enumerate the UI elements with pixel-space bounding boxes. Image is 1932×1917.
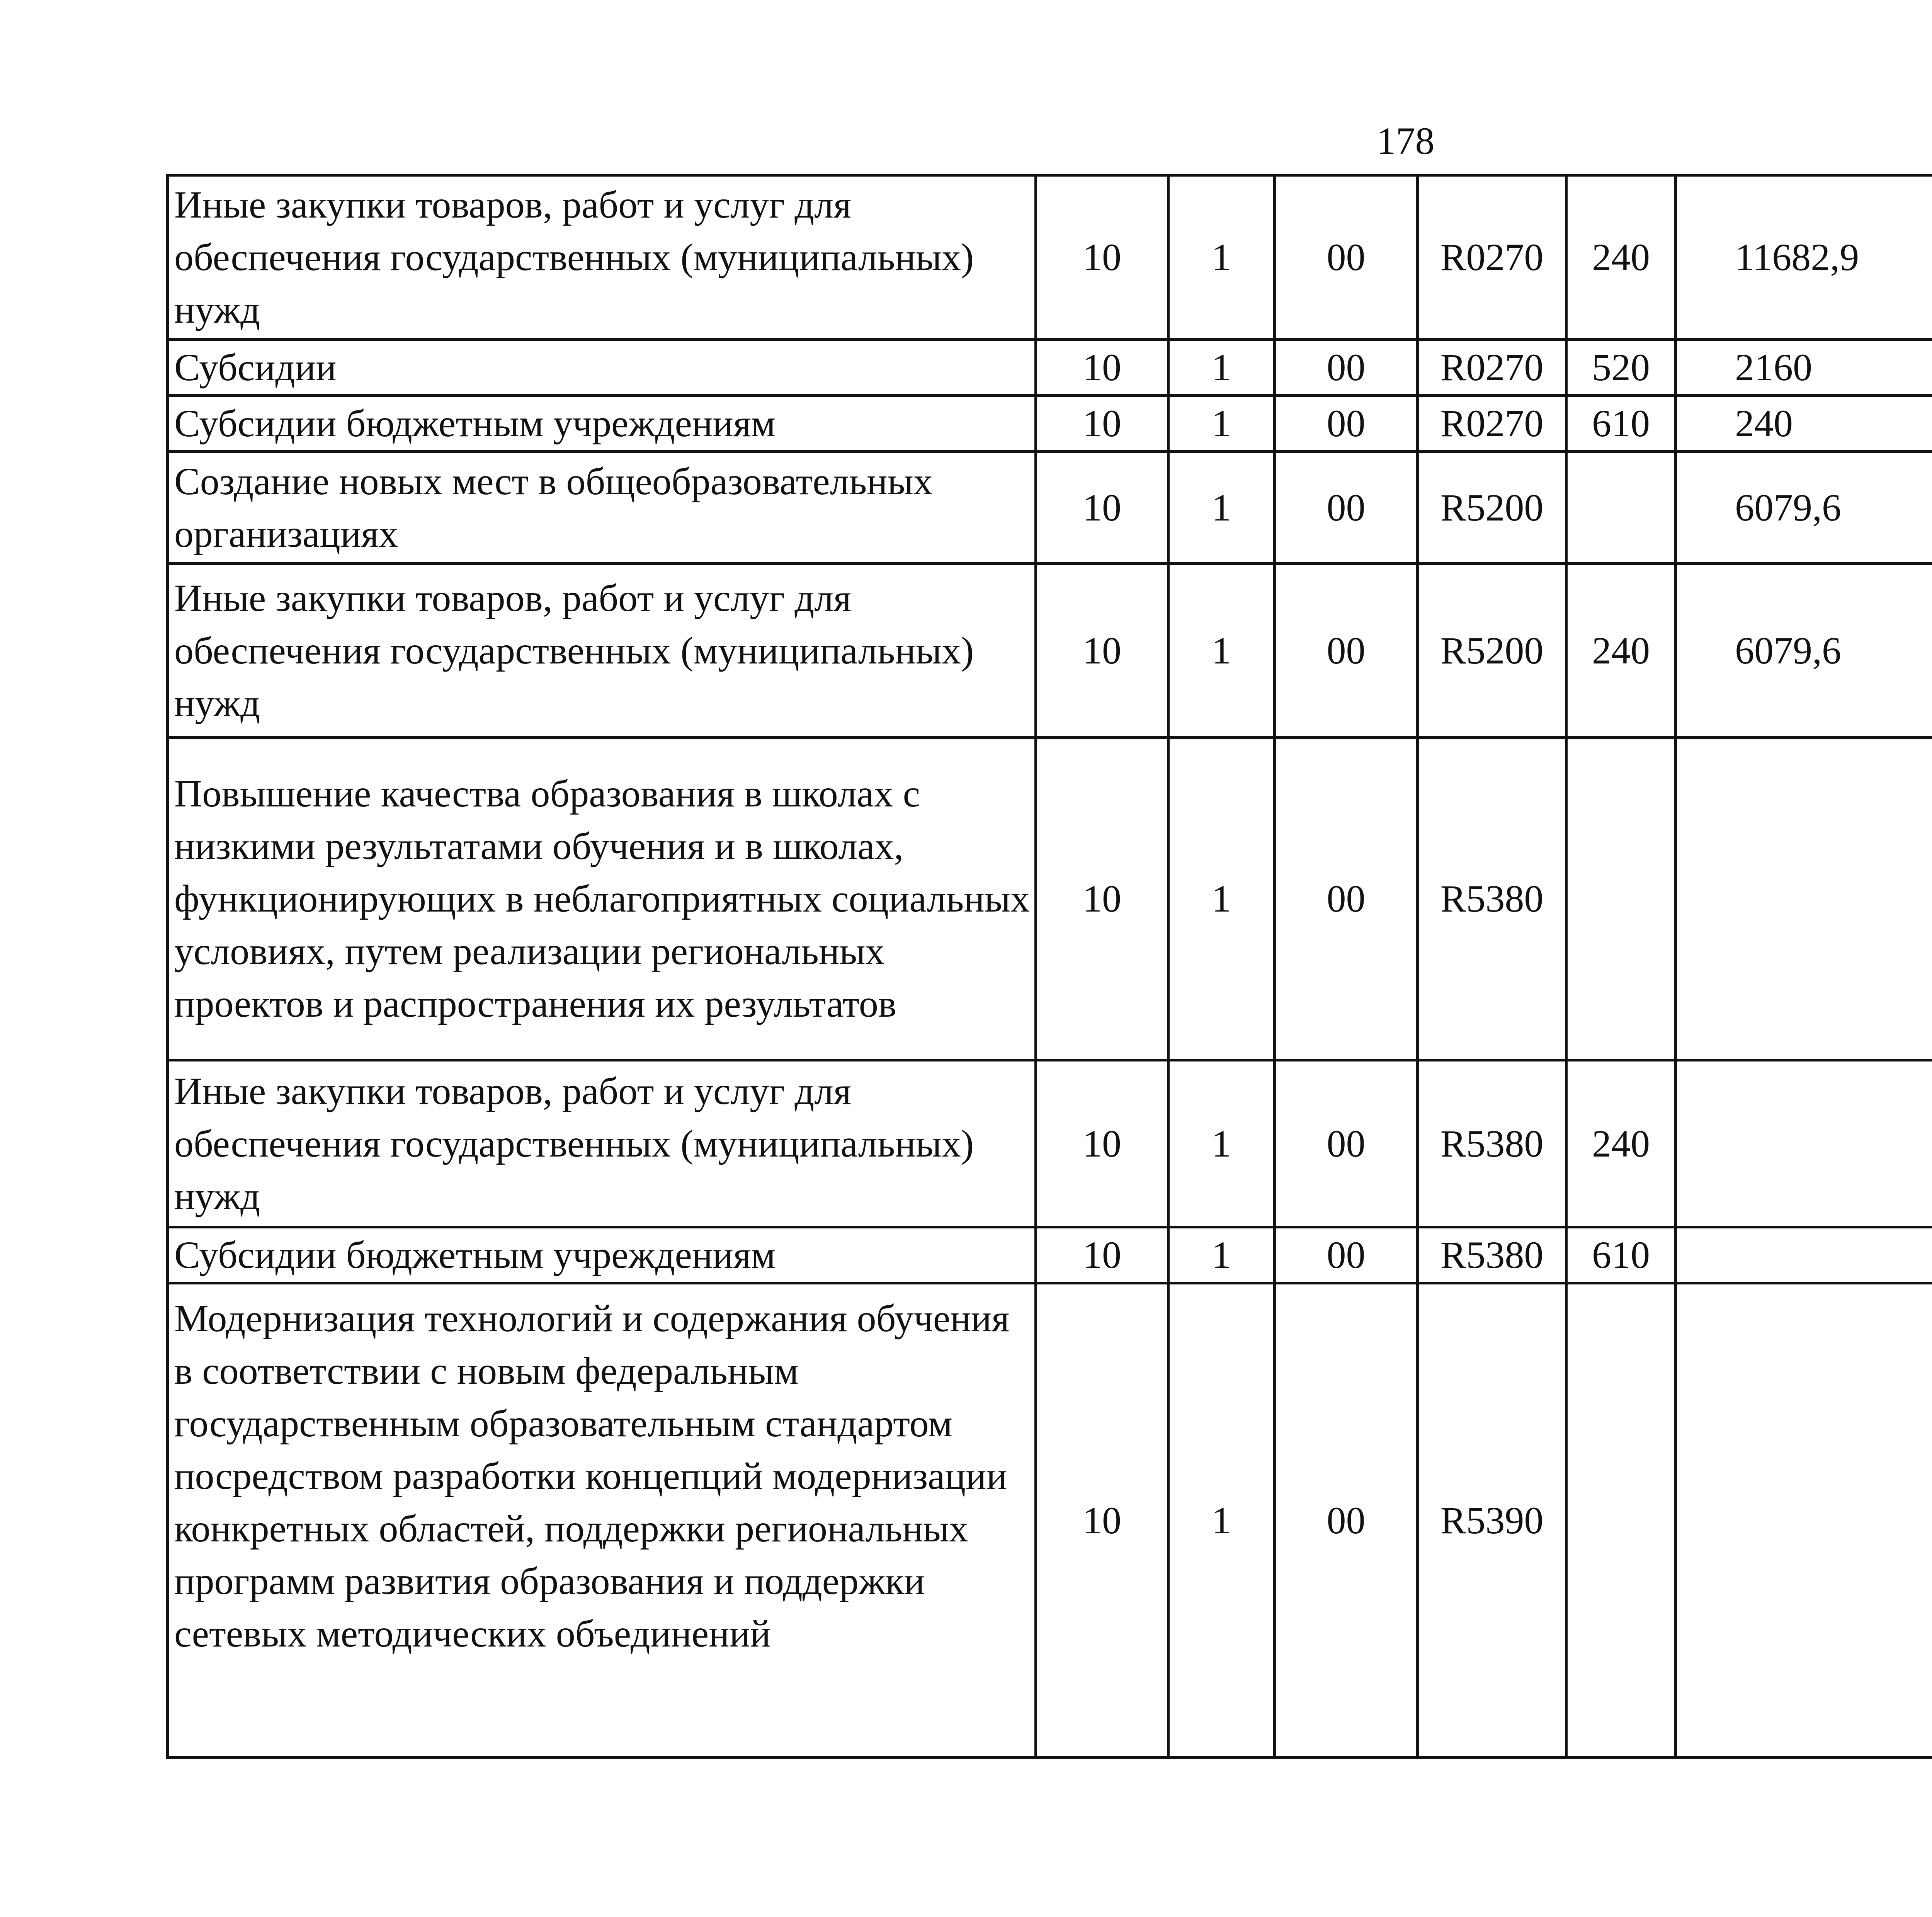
section-cell: 10 [1036, 396, 1168, 452]
target-code-cell: R5200 [1418, 564, 1566, 738]
target-code-cell: R5380 [1418, 738, 1566, 1060]
target-code-cell: R0270 [1418, 175, 1566, 340]
target-code-cell: R0270 [1418, 396, 1566, 452]
sum-1-cell [1676, 738, 1932, 1060]
table-row [168, 396, 1932, 452]
section-cell: 10 [1036, 738, 1168, 1060]
table-row [168, 452, 1932, 564]
section-cell: 10 [1036, 1060, 1168, 1227]
table-row [168, 738, 1932, 1060]
target-code-cell: R5380 [1418, 1060, 1566, 1227]
section-cell: 10 [1036, 1227, 1168, 1283]
subprogram-cell: 00 [1275, 396, 1418, 452]
sum-1-cell: 240 [1676, 396, 1932, 452]
program-cell: 1 [1168, 340, 1275, 396]
row-name: Модернизация технологий и содержания обучения в соответствии с новым федеральным государственным образовательным стандартом посредством разработки концепций модернизации конкретных областей, поддержки региональных программ развития образования и поддержки сетевых методических объединений [168, 1283, 1036, 1758]
program-cell: 1 [1168, 1060, 1275, 1227]
section-cell: 10 [1036, 564, 1168, 738]
sum-1-cell [1676, 1283, 1932, 1758]
subprogram-cell: 00 [1275, 452, 1418, 564]
section-cell: 10 [1036, 340, 1168, 396]
subprogram-cell: 00 [1275, 564, 1418, 738]
expense-type-cell: 240 [1566, 1060, 1676, 1227]
budget-table [166, 174, 1932, 1759]
subprogram-cell: 00 [1275, 1283, 1418, 1758]
expense-type-cell: 520 [1566, 340, 1676, 396]
table-row [168, 1060, 1932, 1227]
program-cell: 1 [1168, 738, 1275, 1060]
program-cell: 1 [1168, 564, 1275, 738]
target-code-cell: R5200 [1418, 452, 1566, 564]
sum-1-cell: 2160 [1676, 340, 1932, 396]
table-row [168, 340, 1932, 396]
row-name: Иные закупки товаров, работ и услуг для обеспечения государственных (муниципальных) нужд [168, 1060, 1036, 1227]
expense-type-cell: 240 [1566, 564, 1676, 738]
table-row [168, 1227, 1932, 1283]
table-row [168, 175, 1932, 340]
row-name: Субсидии [168, 340, 1036, 396]
program-cell: 1 [1168, 175, 1275, 340]
subprogram-cell: 00 [1275, 738, 1418, 1060]
row-name: Повышение качества образования в школах с низкими результатами обучения и в школах, функционирующих в неблагоприятных социальных условиях, путем реализации региональных проектов и распространения их результатов [168, 738, 1036, 1060]
expense-type-cell: 610 [1566, 1227, 1676, 1283]
program-cell: 1 [1168, 452, 1275, 564]
target-code-cell: R5390 [1418, 1283, 1566, 1758]
row-name: Иные закупки товаров, работ и услуг для обеспечения государственных (муниципальных) нужд [168, 175, 1036, 340]
subprogram-cell: 00 [1275, 1227, 1418, 1283]
expense-type-cell: 610 [1566, 396, 1676, 452]
section-cell: 10 [1036, 1283, 1168, 1758]
table-row [168, 1283, 1932, 1758]
subprogram-cell: 00 [1275, 1060, 1418, 1227]
sum-1-cell: 6079,6 [1676, 452, 1932, 564]
section-cell: 10 [1036, 175, 1168, 340]
row-name: Создание новых мест в общеобразовательных организациях [168, 452, 1036, 564]
subprogram-cell: 00 [1275, 175, 1418, 340]
page-number: 178 [1376, 119, 1435, 162]
row-name: Субсидии бюджетным учреждениям [168, 396, 1036, 452]
program-cell: 1 [1168, 1227, 1275, 1283]
expense-type-cell [1566, 1283, 1676, 1758]
expense-type-cell [1566, 452, 1676, 564]
table-row [168, 564, 1932, 738]
target-code-cell: R0270 [1418, 340, 1566, 396]
program-cell: 1 [1168, 396, 1275, 452]
sum-1-cell [1676, 1227, 1932, 1283]
row-name: Иные закупки товаров, работ и услуг для обеспечения государственных (муниципальных) нужд [168, 564, 1036, 738]
section-cell: 10 [1036, 452, 1168, 564]
program-cell: 1 [1168, 1283, 1275, 1758]
target-code-cell: R5380 [1418, 1227, 1566, 1283]
sum-1-cell [1676, 1060, 1932, 1227]
subprogram-cell: 00 [1275, 340, 1418, 396]
expense-type-cell: 240 [1566, 175, 1676, 340]
sum-1-cell: 11682,9 [1676, 175, 1932, 340]
expense-type-cell [1566, 738, 1676, 1060]
sum-1-cell: 6079,6 [1676, 564, 1932, 738]
row-name: Субсидии бюджетным учреждениям [168, 1227, 1036, 1283]
